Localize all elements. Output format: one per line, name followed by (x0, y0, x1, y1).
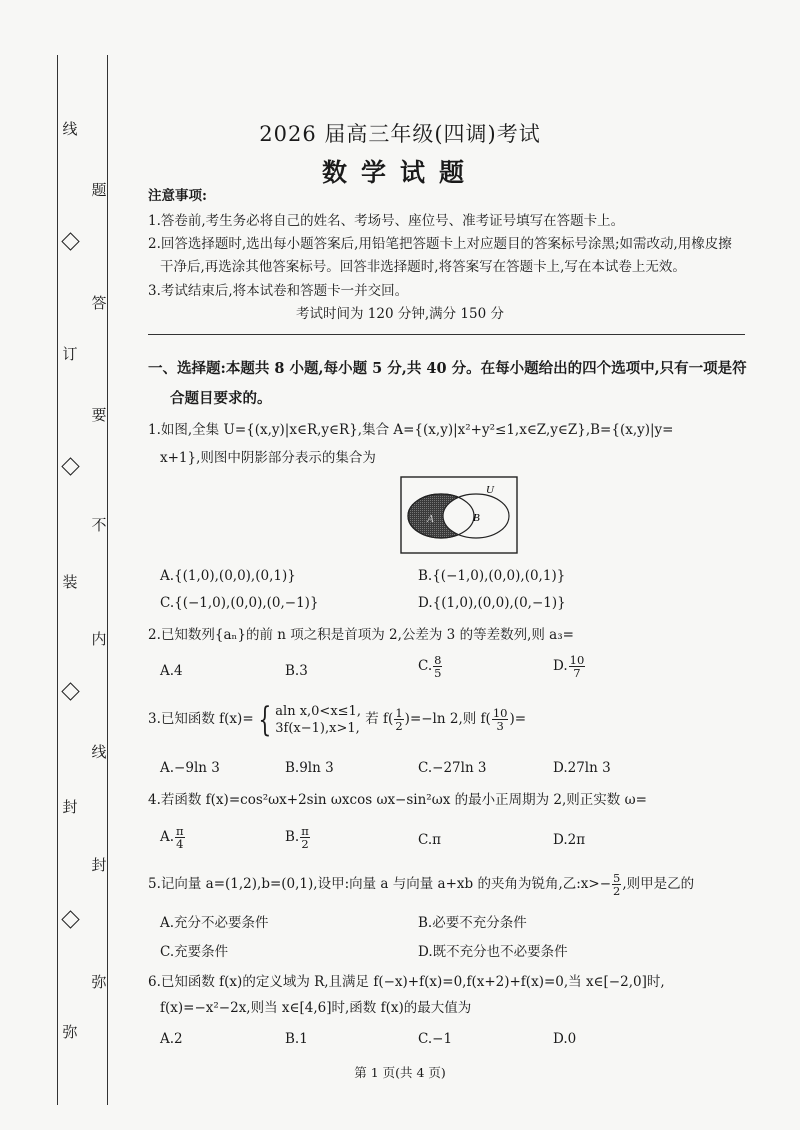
margin-char: 封 (91, 856, 107, 874)
notice-item: 2.回答选择题时,选出每小题答案后,用铅笔把答题卡上对应题目的答案标号涂黑;如需改动,用橡皮擦 (148, 236, 732, 252)
left-brace: { (257, 699, 271, 740)
subject-title: 数学试题 (321, 158, 478, 187)
fraction (175, 825, 185, 850)
denominator: 2 (395, 719, 403, 733)
q5-option-b: B.必要不充分条件 (418, 915, 527, 931)
venn-label-a: A (427, 513, 434, 525)
denominator: 4 (176, 837, 184, 851)
q5-option-d: D.既不充分也不必要条件 (418, 944, 568, 960)
case-1: aln x,0<x≤1, (275, 703, 361, 719)
q5-stem (148, 872, 694, 897)
q6-stem-cont: f(x)=−x²−2x,则当 x∈[4,6]时,函数 f(x)的最大值为 (160, 1000, 472, 1016)
option-prefix: D. (553, 658, 568, 674)
diamond-icon (61, 457, 79, 475)
numerator: π (176, 824, 184, 838)
venn-label-u: U (486, 484, 494, 496)
option-prefix: C. (418, 658, 433, 674)
fraction (612, 872, 621, 897)
fraction (433, 654, 442, 679)
notice-item: 1.答卷前,考生务必将自己的姓名、考场号、座位号、准考证号填写在答题卡上。 (148, 213, 625, 229)
margin-char: 内 (91, 630, 107, 648)
q2-option-b: B.3 (285, 663, 308, 679)
q6-option-b: B.1 (285, 1031, 308, 1047)
q3-mid-2: =−ln 2,则 f (409, 711, 486, 727)
numerator: 8 (434, 653, 442, 667)
q4-option-d: D.2π (553, 832, 586, 848)
time-info: 考试时间为 120 分钟,满分 150 分 (296, 306, 504, 322)
q3-end: = (514, 711, 527, 727)
q6-option-d: D.0 (553, 1031, 577, 1047)
fraction (300, 825, 310, 850)
q6-option-c: C.−1 (418, 1031, 453, 1047)
margin-char: 订 (62, 345, 78, 363)
denominator: 2 (301, 837, 309, 851)
q3-mid-1: 若 f (365, 711, 389, 727)
denominator: 3 (496, 719, 504, 733)
numerator: 5 (613, 871, 621, 885)
q5-stem-post: ,则甲是乙的 (622, 876, 695, 892)
q1-option-a: A.{(1,0),(0,0),(0,1)} (160, 568, 296, 584)
q3-option-b: B.9ln 3 (285, 760, 334, 776)
exam-title: 2026 届高三年级(四调)考试 (259, 122, 541, 146)
q3-stem: 3.已知函数 f(x)= { aln x,0<x≤1, 3f(x−1),x>1, 若 f( $\frac{1}{2}$ )=−ln 2,则 f( $\frac{10}{3}$ )= (148, 699, 527, 740)
q6-option-a: A.2 (160, 1031, 183, 1047)
q1-option-d: D.{(1,0),(0,0),(0,−1)} (418, 595, 566, 611)
q2-option-c (418, 654, 443, 679)
venn-diagram (400, 476, 518, 558)
numerator: 10 (492, 706, 508, 720)
q1-option-c: C.{(−1,0),(0,0),(0,−1)} (160, 595, 319, 611)
margin-char: 封 (62, 798, 78, 816)
margin-char: 线 (91, 743, 107, 761)
q1-option-b: B.{(−1,0),(0,0),(0,1)} (418, 568, 566, 584)
q4-stem: 4.若函数 f(x)=cos²ωx+2sin ωxcos ωx−sin²ωx 的最小正周期为 2,则正实数 ω= (148, 792, 647, 808)
margin-char: 题 (91, 181, 107, 199)
diamond-icon (61, 910, 79, 928)
diamond-icon (61, 232, 79, 250)
numerator: π (301, 824, 309, 838)
margin-char: 不 (91, 516, 107, 534)
denominator: 5 (434, 666, 442, 680)
q4-option-c: C.π (418, 832, 442, 848)
margin-char: 弥 (62, 1023, 78, 1041)
denominator: 7 (573, 666, 581, 680)
margin-char: 要 (91, 406, 107, 424)
notice-heading: 注意事项: (148, 188, 207, 204)
venn-label-b: B (473, 512, 480, 524)
option-prefix: B. (285, 829, 300, 845)
q6-stem: 6.已知函数 f(x)的定义域为 R,且满足 f(−x)+f(x)=0,f(x+2)+f(x)=0,当 x∈[−2,0]时, (148, 974, 665, 990)
page-footer: 第 1 页(共 4 页) (354, 1065, 446, 1080)
numerator: 1 (395, 706, 403, 720)
q2-option-d (553, 654, 586, 679)
piecewise-cases (275, 703, 361, 737)
q4-option-b (285, 825, 311, 850)
diamond-icon (61, 682, 79, 700)
fraction (492, 707, 509, 732)
margin-char: 答 (91, 294, 107, 312)
q2-stem: 2.已知数列{aₙ}的前 n 项之积是首项为 2,公差为 3 的等差数列,则 a₃= (148, 627, 574, 643)
case-2: 3f(x−1),x>1, (275, 720, 360, 736)
margin-line-outer (57, 55, 58, 1105)
numerator: 10 (569, 653, 585, 667)
margin-line-inner (107, 55, 108, 1105)
q4-option-a (160, 825, 186, 850)
q3-option-d: D.27ln 3 (553, 760, 611, 776)
q3-option-a: A.−9ln 3 (160, 760, 220, 776)
fraction (394, 707, 403, 732)
option-prefix: A. (160, 829, 175, 845)
section-heading-cont: 合题目要求的。 (170, 390, 272, 407)
q1-stem: 1.如图,全集 U={(x,y)|x∈R,y∈R},集合 A={(x,y)|x²+y²≤1,x∈Z,y∈Z},B={(x,y)|y= (148, 422, 674, 438)
q2-option-a: A.4 (160, 663, 183, 679)
q3-option-c: C.−27ln 3 (418, 760, 487, 776)
q1-stem-cont: x+1},则图中阴影部分表示的集合为 (160, 450, 376, 466)
q5-option-a: A.充分不必要条件 (160, 915, 269, 931)
section-heading: 一、选择题:本题共 8 小题,每小题 5 分,共 40 分。在每小题给出的四个选项中,只有一项是符 (148, 360, 747, 377)
notice-item: 干净后,再选涂其他答案标号。回答非选择题时,将答案写在答题卡上,写在本试卷上无效。 (160, 259, 686, 275)
divider (148, 334, 745, 335)
q5-option-c: C.充要条件 (160, 944, 229, 960)
margin-char: 线 (62, 120, 78, 138)
q5-stem-pre: 5.记向量 a=(1,2),b=(0,1),设甲:向量 a 与向量 a+xb 的夹角为锐角,乙:x>− (148, 876, 612, 892)
denominator: 2 (613, 884, 621, 898)
margin-char: 装 (62, 573, 78, 591)
notice-item: 3.考试结束后,将本试卷和答题卡一并交回。 (148, 283, 409, 299)
fraction (569, 654, 586, 679)
margin-char: 弥 (91, 973, 107, 991)
q3-stem-pre: 3.已知函数 f(x)= (148, 711, 254, 727)
